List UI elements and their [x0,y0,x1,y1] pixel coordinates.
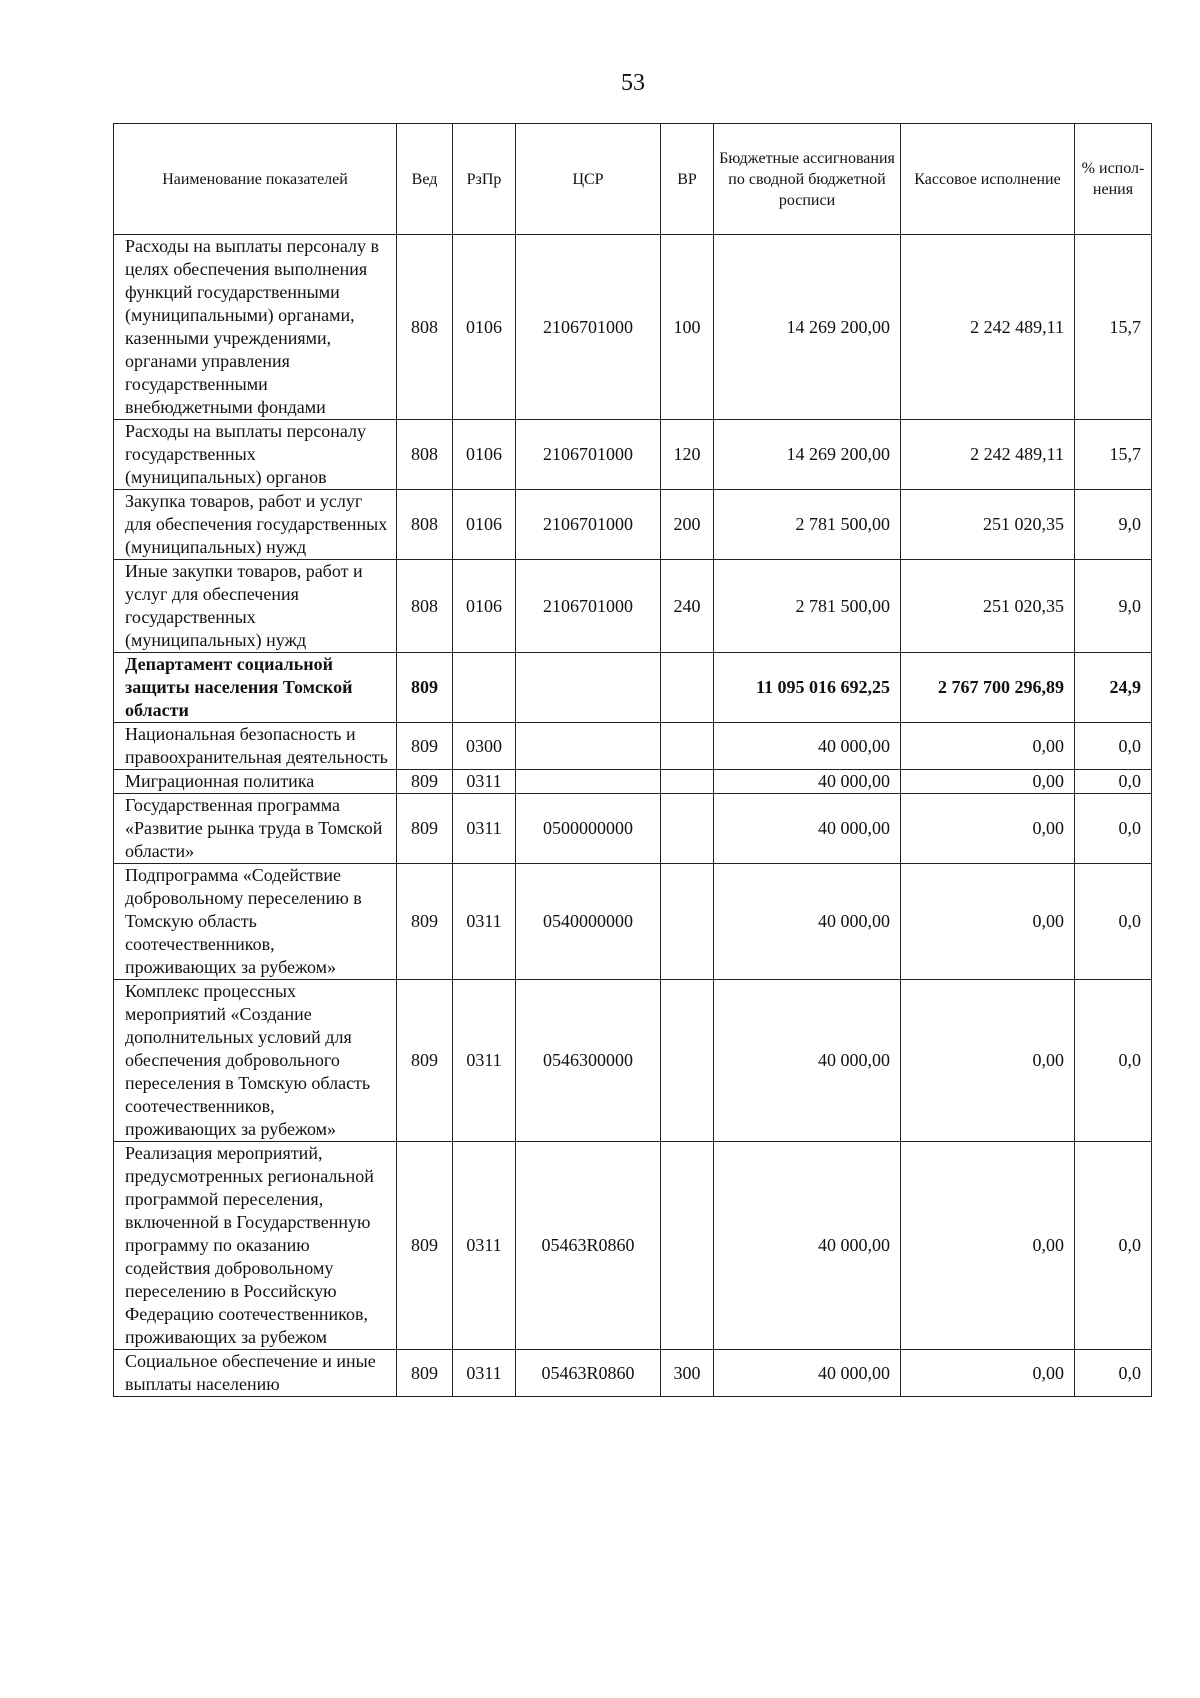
header-row [114,124,1152,235]
header-rzpr: РзПр [453,124,516,235]
header-cash: Кассовое исполнение [901,124,1075,235]
cell-csr: 05463R0860 [516,1350,661,1397]
header-vr: ВР [661,124,714,235]
cell-csr: 2106701000 [516,560,661,653]
cell-percent: 0,0 [1075,980,1152,1142]
cell-cash: 2 242 489,11 [901,420,1075,490]
cell-vr: 120 [661,420,714,490]
cell-name: Закупка товаров, работ и услуг для обеспечения государственных (муниципальных) нужд [114,490,397,560]
cell-vr [661,864,714,980]
table-row [114,420,1152,490]
cell-name: Миграционная политика [114,770,397,794]
cell-name: Расходы на выплаты персоналу в целях обеспечения выполнения функций государственными (муниципальными) органами, казенными учреждениями, органами управления государственными внебюджетными фондами [114,235,397,420]
header-budget: Бюджетные ассигнования по сводной бюджетной росписи [714,124,901,235]
budget-execution-table [113,123,1152,1397]
cell-budget: 11 095 016 692,25 [714,653,901,723]
cell-csr [516,723,661,770]
table-row [114,235,1152,420]
cell-percent: 24,9 [1075,653,1152,723]
cell-vr: 240 [661,560,714,653]
cell-cash: 0,00 [901,770,1075,794]
cell-rzpr: 0300 [453,723,516,770]
cell-percent: 0,0 [1075,723,1152,770]
cell-csr: 2106701000 [516,235,661,420]
header-percent: % испол-нения [1075,124,1152,235]
cell-percent: 0,0 [1075,770,1152,794]
cell-budget: 2 781 500,00 [714,490,901,560]
cell-cash: 0,00 [901,794,1075,864]
cell-percent: 0,0 [1075,1142,1152,1350]
cell-name: Национальная безопасность и правоохранительная деятельность [114,723,397,770]
cell-rzpr: 0311 [453,980,516,1142]
cell-rzpr: 0311 [453,864,516,980]
table-row [114,490,1152,560]
cell-ved: 808 [397,490,453,560]
table-row [114,770,1152,794]
cell-ved: 809 [397,980,453,1142]
cell-vr [661,794,714,864]
cell-budget: 40 000,00 [714,980,901,1142]
cell-cash: 2 767 700 296,89 [901,653,1075,723]
cell-vr [661,723,714,770]
table-body [114,235,1152,1397]
cell-cash: 0,00 [901,723,1075,770]
cell-budget: 14 269 200,00 [714,235,901,420]
cell-rzpr: 0106 [453,235,516,420]
cell-cash: 0,00 [901,1142,1075,1350]
cell-ved: 809 [397,653,453,723]
cell-budget: 2 781 500,00 [714,560,901,653]
cell-rzpr: 0106 [453,420,516,490]
cell-vr: 100 [661,235,714,420]
header-csr: ЦСР [516,124,661,235]
cell-rzpr: 0311 [453,770,516,794]
cell-csr: 0500000000 [516,794,661,864]
table-header [114,124,1152,235]
table-row [114,794,1152,864]
table-row [114,864,1152,980]
cell-csr: 05463R0860 [516,1142,661,1350]
table-row [114,723,1152,770]
cell-rzpr: 0106 [453,490,516,560]
cell-ved: 809 [397,770,453,794]
cell-name: Реализация мероприятий, предусмотренных региональной программой переселения, включенной в Государственную программу по оказанию содействия добровольному переселению в Российскую Федерацию соотечественников, проживающих за рубежом [114,1142,397,1350]
cell-percent: 0,0 [1075,794,1152,864]
cell-budget: 40 000,00 [714,1142,901,1350]
table-row [114,653,1152,723]
cell-rzpr: 0311 [453,794,516,864]
cell-vr: 300 [661,1350,714,1397]
cell-csr: 2106701000 [516,490,661,560]
cell-ved: 809 [397,1350,453,1397]
header-ved: Вед [397,124,453,235]
table-row [114,980,1152,1142]
cell-name: Комплекс процессных мероприятий «Создание дополнительных условий для обеспечения добровольного переселения в Томскую область соотечественников, проживающих за рубежом» [114,980,397,1142]
cell-percent: 9,0 [1075,490,1152,560]
cell-ved: 809 [397,723,453,770]
cell-name: Иные закупки товаров, работ и услуг для обеспечения государственных (муниципальных) нужд [114,560,397,653]
cell-budget: 40 000,00 [714,794,901,864]
cell-name: Государственная программа «Развитие рынка труда в Томской области» [114,794,397,864]
cell-name: Социальное обеспечение и иные выплаты населению [114,1350,397,1397]
cell-percent: 0,0 [1075,1350,1152,1397]
cell-cash: 251 020,35 [901,490,1075,560]
cell-vr [661,980,714,1142]
cell-cash: 0,00 [901,864,1075,980]
cell-ved: 808 [397,560,453,653]
cell-rzpr: 0106 [453,560,516,653]
cell-ved: 809 [397,794,453,864]
cell-ved: 809 [397,1142,453,1350]
cell-name: Департамент социальной защиты населения Томской области [114,653,397,723]
cell-budget: 40 000,00 [714,1350,901,1397]
cell-vr [661,1142,714,1350]
cell-ved: 809 [397,864,453,980]
cell-vr [661,770,714,794]
cell-percent: 9,0 [1075,560,1152,653]
cell-budget: 40 000,00 [714,770,901,794]
cell-cash: 0,00 [901,1350,1075,1397]
cell-name: Расходы на выплаты персоналу государственных (муниципальных) органов [114,420,397,490]
cell-rzpr [453,653,516,723]
cell-csr: 0540000000 [516,864,661,980]
cell-budget: 14 269 200,00 [714,420,901,490]
cell-csr: 0546300000 [516,980,661,1142]
cell-percent: 0,0 [1075,864,1152,980]
cell-ved: 808 [397,420,453,490]
cell-vr [661,653,714,723]
cell-rzpr: 0311 [453,1142,516,1350]
header-name: Наименование показателей [114,124,397,235]
cell-csr [516,653,661,723]
cell-budget: 40 000,00 [714,864,901,980]
table-row [114,1350,1152,1397]
cell-vr: 200 [661,490,714,560]
cell-csr [516,770,661,794]
cell-cash: 2 242 489,11 [901,235,1075,420]
table-row [114,1142,1152,1350]
cell-csr: 2106701000 [516,420,661,490]
cell-cash: 251 020,35 [901,560,1075,653]
page-number: 53 [621,70,645,96]
cell-ved: 808 [397,235,453,420]
table-row [114,560,1152,653]
cell-rzpr: 0311 [453,1350,516,1397]
cell-percent: 15,7 [1075,420,1152,490]
cell-name: Подпрограмма «Содействие добровольному переселению в Томскую область соотечественников, проживающих за рубежом» [114,864,397,980]
cell-percent: 15,7 [1075,235,1152,420]
cell-budget: 40 000,00 [714,723,901,770]
cell-cash: 0,00 [901,980,1075,1142]
